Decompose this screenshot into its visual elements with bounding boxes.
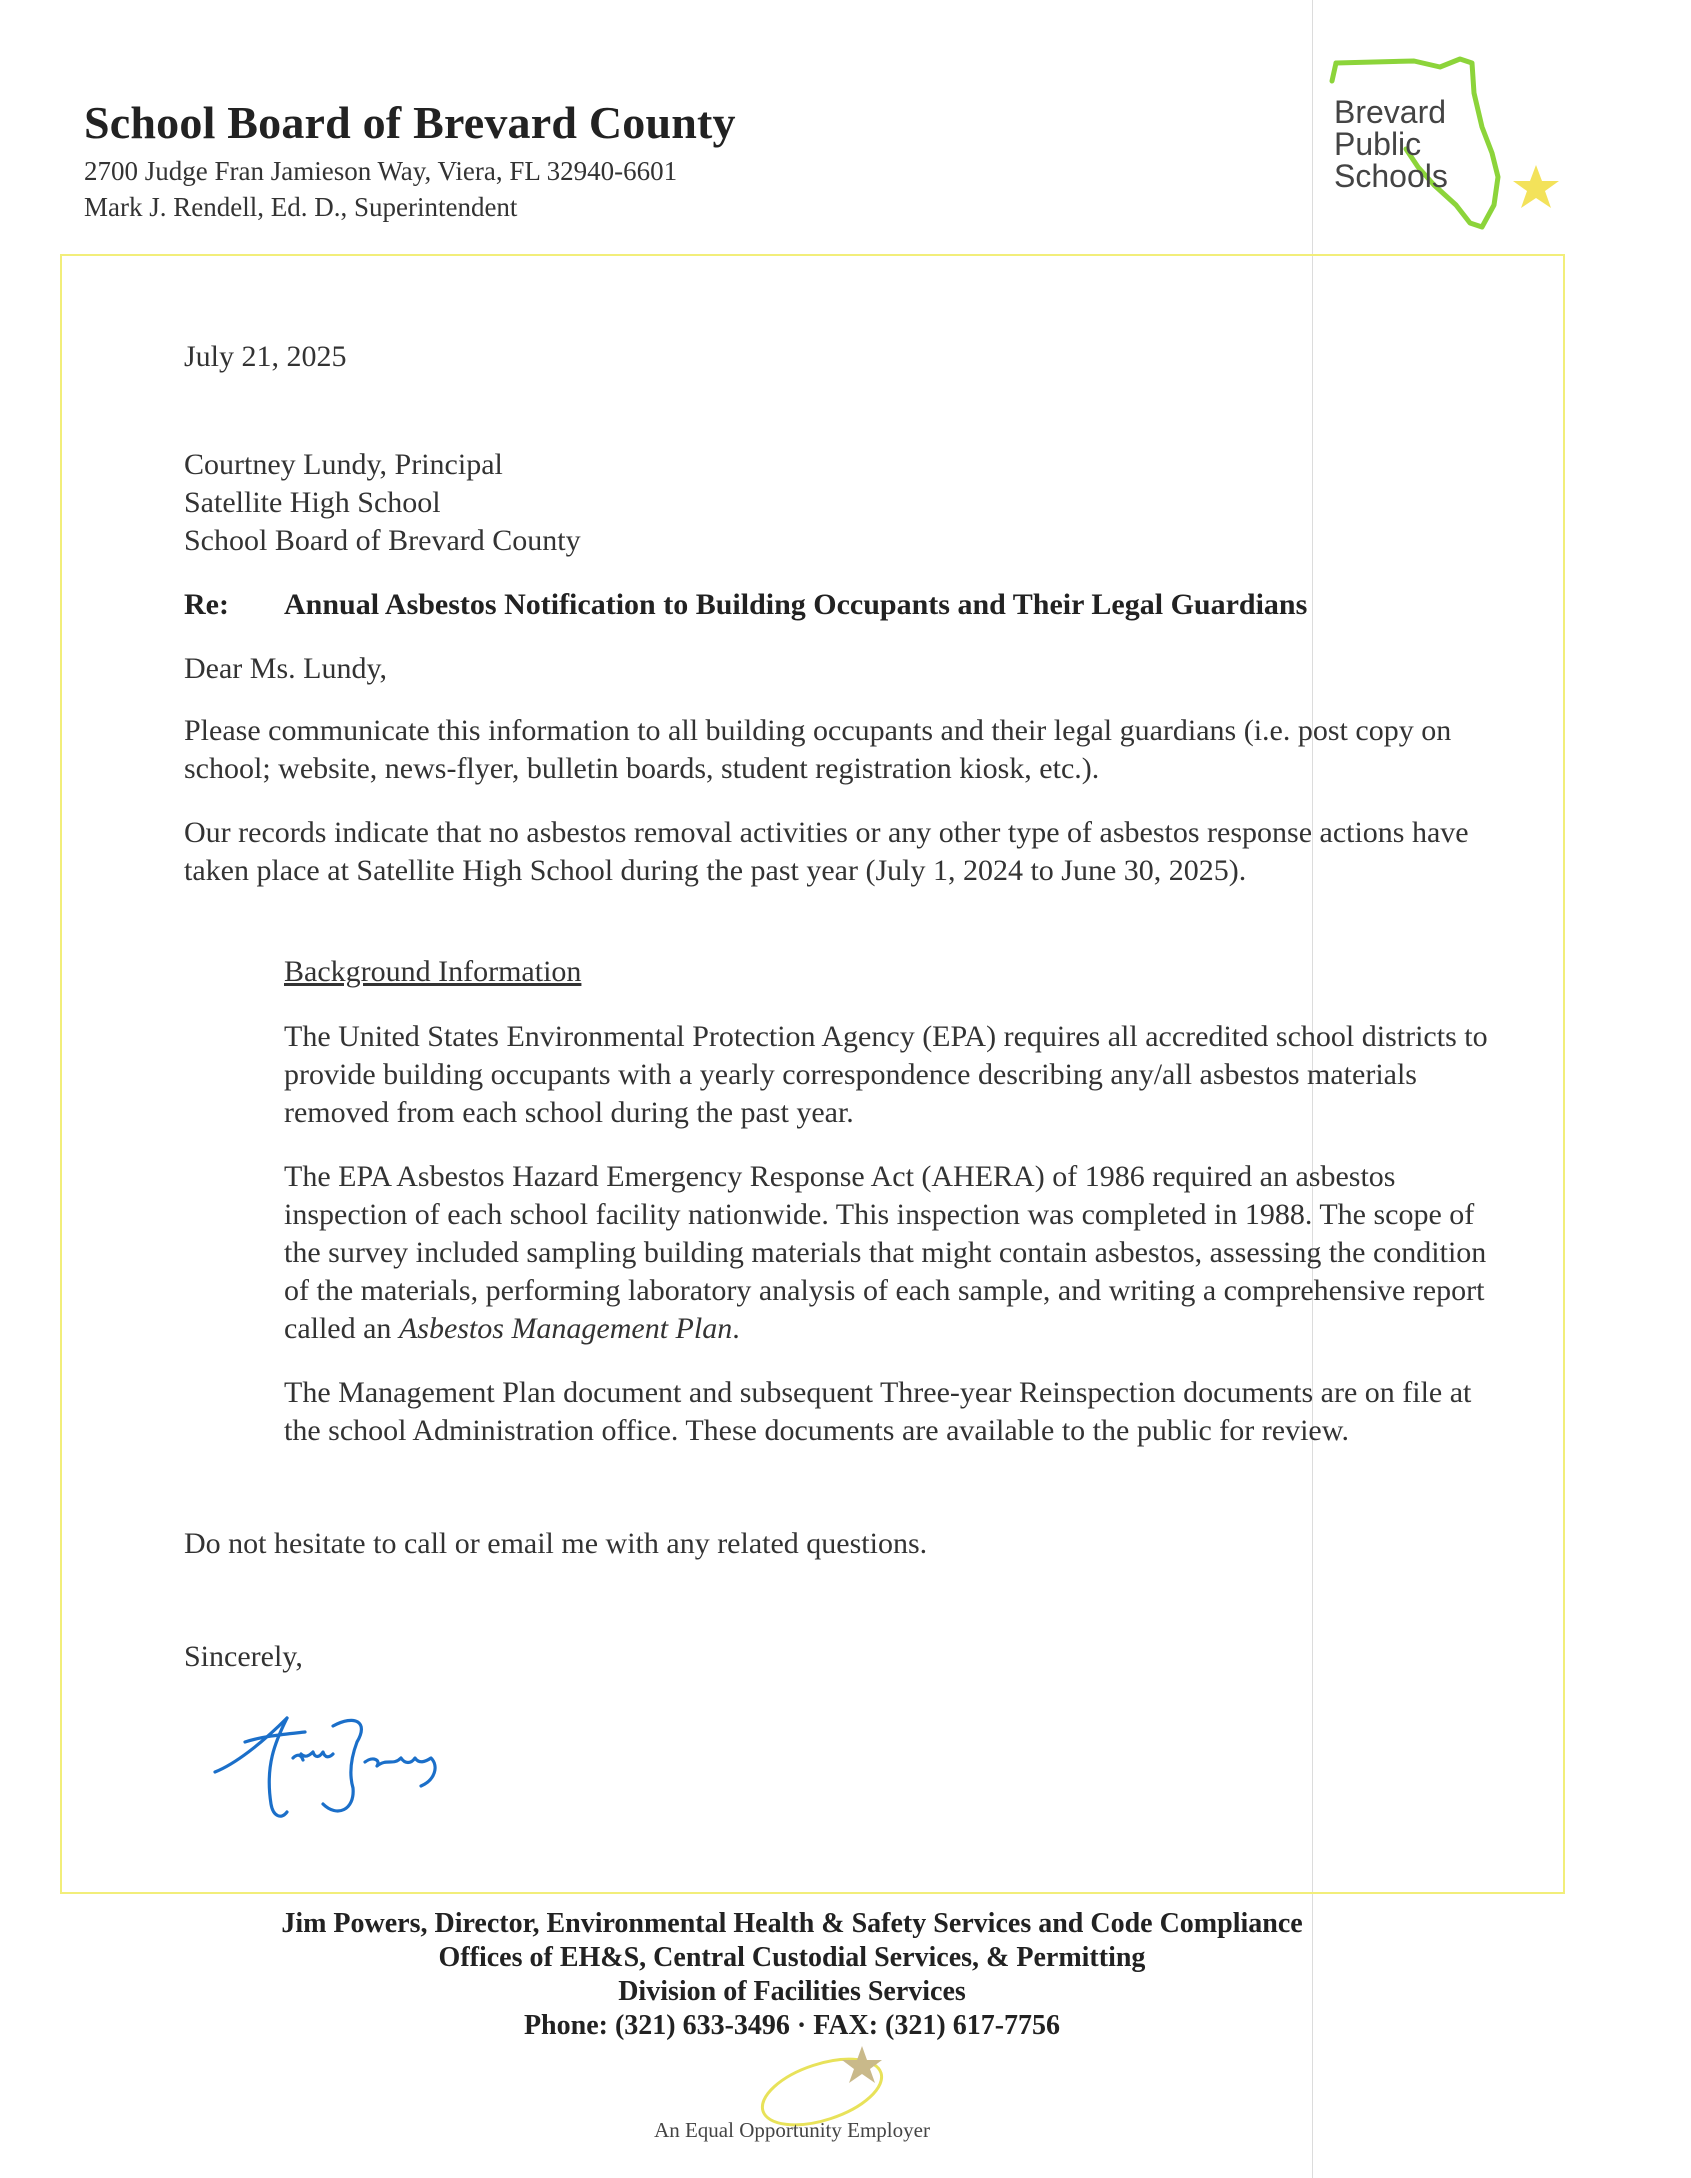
equal-opportunity-employer: An Equal Opportunity Employer (654, 2118, 930, 2142)
footer-star-swoosh-icon (752, 2040, 902, 2130)
salutation: Dear Ms. Lundy, (184, 652, 388, 685)
footer-offices: Offices of EH&S, Central Custodial Services, & Permitting (438, 1942, 1146, 1973)
background-heading: Background Information (284, 955, 582, 988)
management-plan-title: Asbestos Management Plan (398, 1312, 733, 1345)
background-paragraph-1: The United States Environmental Protection Agency (EPA) requires all accredited school districts to provide building occupants with a yearly correspondence describing any/all asbestos materials removed from each school during the past year. (284, 1020, 1488, 1129)
logo-text-brevard: Brevard (1334, 94, 1447, 130)
background-paragraph-3: The Management Plan document and subsequent Three-year Reinspection documents are on file at the school Administration office. These documents are available to the public for review. (284, 1376, 1472, 1447)
recipient-school: Satellite High School (184, 486, 441, 519)
brevard-public-schools-logo (1322, 55, 1572, 235)
letterhead-title: School Board of Brevard County (84, 97, 736, 148)
paragraph-2: Our records indicate that no asbestos removal activities or any other type of asbestos response actions have taken place at Satellite High School during the past year (July 1, 2024 to June 30, 2025). (184, 816, 1469, 887)
background-paragraph-2-end: . (732, 1312, 740, 1345)
paragraph-1: Please communicate this information to all building occupants and their legal guardians (i.e. post copy on school; website, news-flyer, bulletin boards, student registration kiosk, etc.). (184, 714, 1452, 785)
footer-phone-fax: Phone: (321) 633-3496 · FAX: (321) 617-7756 (523, 2010, 1061, 2041)
logo-text-public: Public (1334, 126, 1422, 162)
background-paragraph-2-text: The EPA Asbestos Hazard Emergency Response Act (AHERA) of 1986 required an asbestos inspection of each school facility nationwide. This inspection was completed in 1988. The scope of the survey included sampling building materials that might contain asbestos, assessing the condition of the materials, performing laboratory analysis of each sample, and writing a comprehensive report called an (284, 1160, 1487, 1345)
letterhead-address: 2700 Judge Fran Jamieson Way, Viera, FL 32940-6601 (84, 156, 678, 186)
closing: Sincerely, (184, 1640, 303, 1673)
footer-division: Division of Facilities Services (618, 1976, 966, 2007)
footer-director: Jim Powers, Director, Environmental Health & Safety Services and Code Compliance (281, 1908, 1303, 1939)
letter-date: July 21, 2025 (184, 340, 347, 373)
recipient-organization: School Board of Brevard County (184, 524, 581, 557)
logo-text-schools: Schools (1334, 158, 1448, 194)
subject-prefix: Re: (184, 588, 229, 621)
signature (205, 1700, 465, 1835)
closing-note: Do not hesitate to call or email me with any related questions. (184, 1527, 928, 1560)
subject-text: Annual Asbestos Notification to Building Occupants and Their Legal Guardians (284, 588, 1308, 621)
recipient-name: Courtney Lundy, Principal (184, 448, 503, 481)
background-paragraph-2 (284, 1158, 1504, 1348)
subject-line (184, 586, 1504, 624)
letterhead-superintendent: Mark J. Rendell, Ed. D., Superintendent (84, 192, 518, 222)
